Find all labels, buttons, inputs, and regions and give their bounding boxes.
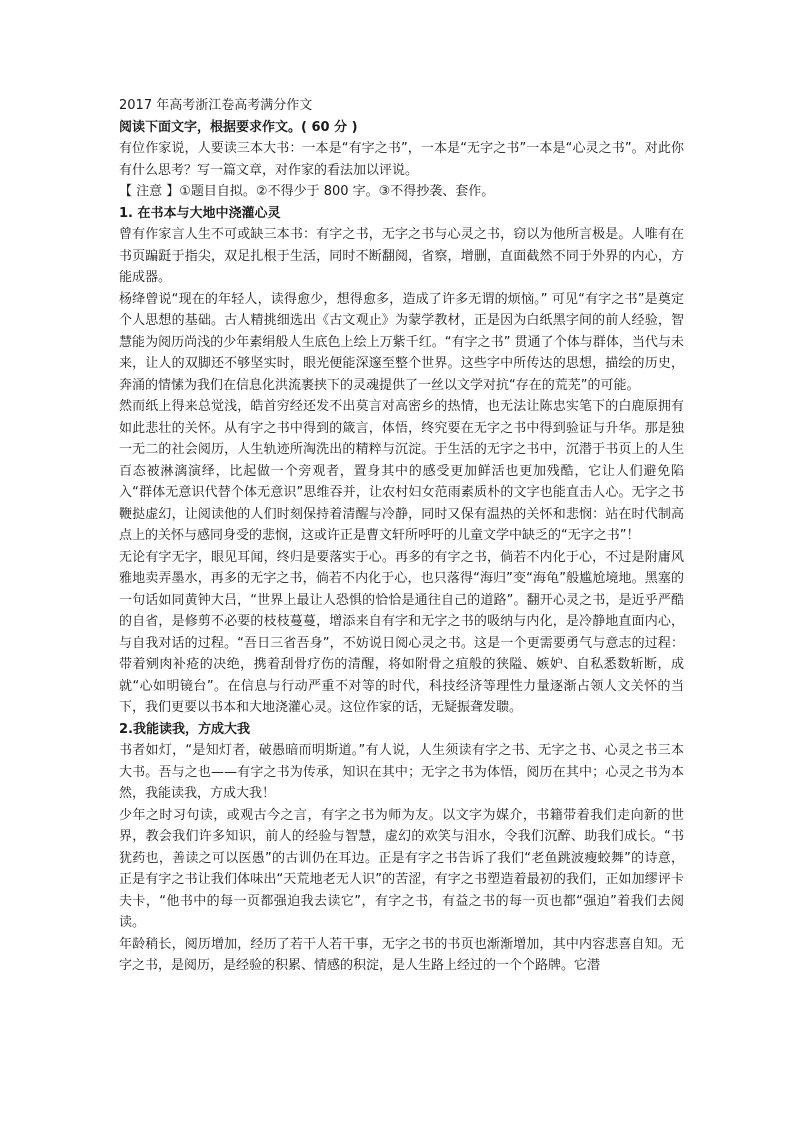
notice-text: 【 注意 】①题目自拟。②不得少于 800 字。③不得抄袭、套作。 (119, 184, 495, 199)
paragraph: 年龄稍长，阅历增加，经历了若干人若干事，无字之书的书页也渐渐增加，其中内容悲喜自知。无字之书，是阅历，是经验的积累、情感的积淀，是人生路上经过的一个个路牌。它潜 (119, 936, 684, 973)
document-page (119, 95, 684, 977)
paragraph: 书者如灯，“是知灯者，破愚暗而明斯道。”有人说，人生须读有字之书、无字之书、心灵之书三本大书。吾与之也——有字之书为传承，知识在其中；无字之书为体悟，阅历在其中；心灵之书为本然，我能读我，方成大我！ (119, 743, 684, 801)
paragraph: 少年之时习句读，或观古今之言，有字之书为师为友。以文字为媒介，书籍带着我们走向新的世界，教会我们许多知识，前人的经验与智慧，虚幻的欢笑与泪水，令我们沉醉、助我们成长。“书犹药也，善读之可以医愚”的古训仍在耳边。正是有字之书告诉了我们“老鱼跳波瘦蛟舞”的诗意，正是有字之书让我们体味出“天荒地老无人识”的苦涩，有字之书塑造着最初的我们，正如加缪评卡夫卡，“他书中的每一页都强迫我去读它”，有字之书，有益之书的每一页也都“强迫”着我们去阅读。 (119, 807, 684, 930)
section-heading-2: 2.我能读我，方成大我 (119, 721, 250, 737)
section-heading-1: 1. 在书本与大地中浇灌心灵 (119, 205, 281, 221)
paragraph: 杨绛曾说“现在的年轻人，读得愈少，想得愈多，造成了许多无谓的烦恼。” 可见“有字之书”是奠定个人思想的基础。古人精挑细选出《古文观止》为蒙学教材，正是因为白纸黑字间的前人经验，智慧能为阅历尚浅的少年素绢般人生底色上绘上万紫千红。“有字之书” 贯通了个体与群体，当代与未来，让人的双脚还不够坚实时，眼光便能深邃至整个世界。这些字中所传达的思想，描绘的历史，奔涌的情愫为我们在信息化洪流裹挟下的灵魂提供了一丝以文学对抗“存在的荒芜”的可能。 (119, 291, 684, 393)
document-title: 2017 年高考浙江卷高考满分作文 (119, 98, 313, 113)
prompt-heading: 阅读下面文字，根据要求作文。( 60 分 ) (119, 119, 358, 135)
prompt-body: 有位作家说，人要读三本大书：一本是“有字之书”，一本是“无字之书”一本是“心灵之书”。对此你有什么思考？写一篇文章，对作家的看法加以评说。 (119, 141, 684, 178)
paragraph: 然而纸上得来总觉浅，皓首穷经还发不出莫言对高密乡的热情，也无法让陈忠实笔下的白鹿原拥有如此悲壮的关怀。从有字之书中得到的箴言，体悟，终究要在无字之书中得到验证与升华。那是独一无二的社会阅历，人生轨迹所淘洗出的精粹与沉淀。于生活的无字之书中，沉潜于书页上的人生百态被淋漓演绎，比起做一个旁观者，置身其中的感受更加鲜活也更加残酷，它让人们避免陷入“群体无意识代替个体无意识”思维吞并，让农村妇女范雨素质朴的文字也能直击人心。无字之书鞭挞虚幻，让阅读他的人们时刻保持着清醒与冷静，同时又保有温热的关怀和悲悯：站在时代制高点上的关怀与感同身受的悲悯，这或许正是曹文轩所呼吁的儿童文学中缺乏的“无字之书”！ (119, 399, 684, 543)
paragraph: 曾有作家言人生不可或缺三本书：有字之书，无字之书与心灵之书，窃以为他所言极是。人唯有在书页蹁跹于指尖，双足扎根于生活，同时不断翻阅，省察，增删，直面截然不同于外界的内心，方能成器。 (119, 227, 684, 285)
paragraph: 无论有字无字，眼见耳闻，终归是要落实于心。再多的有字之书，倘若不内化于心，不过是附庸风雅地卖弄墨水，再多的无字之书，倘若不内化于心，也只落得“海归”变“海龟”般尴尬境地。黑塞的一句话如同黄钟大吕，“世界上最让人恐惧的恰恰是通往自己的道路”。翻开心灵之书，是近乎严酷的自省，是修剪不必要的枝枝蔓蔓，增添来自有字和无字之书的吸纳与内化，是冷静地直面内心，与自我对话的过程。“吾日三省吾身”，不妨说日阅心灵之书。这是一个更需要勇气与意志的过程：带着剜肉补疮的决绝，携着刮骨疗伤的清醒，将如附骨之疽般的狭隘、嫉妒、自私悉数斩断，成就“心如明镜台”。在信息与行动严重不对等的时代，科技经济等理性力量逐渐占领人文关怀的当下，我们更要以书本和大地浇灌心灵。这位作家的话，无疑振聋发聩。 (119, 549, 684, 715)
